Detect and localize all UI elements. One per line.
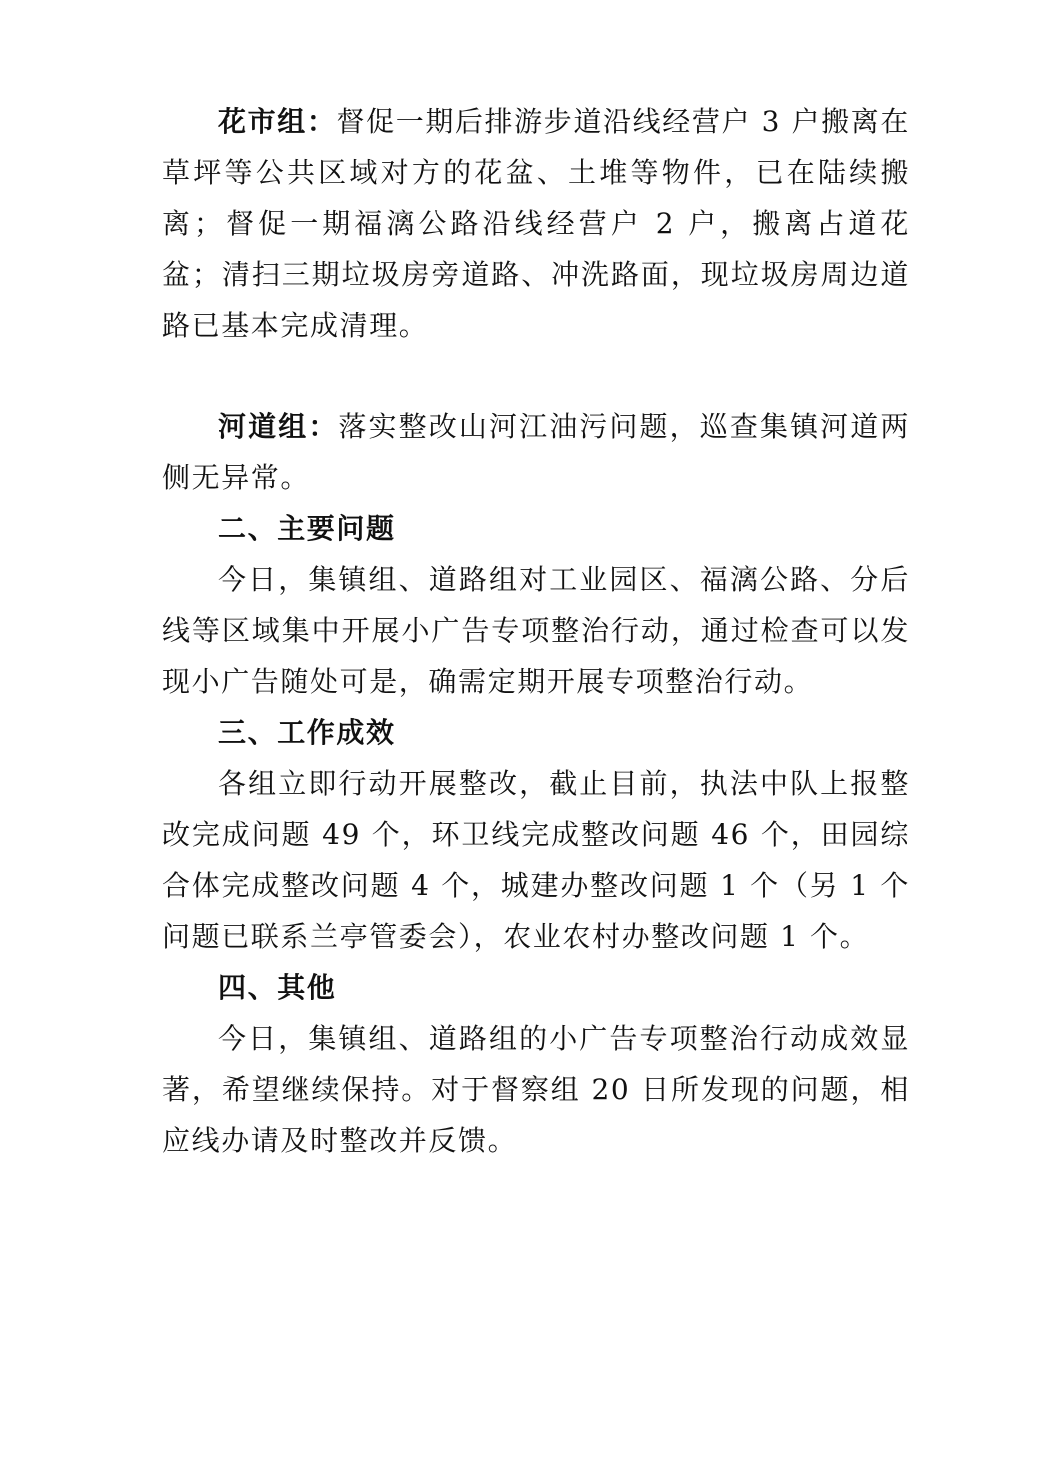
- paragraph-huashi-group: [162, 96, 910, 351]
- paragraph-lead-hedao: 河道组：: [218, 410, 339, 443]
- section-heading-work-results: 三、工作成效: [218, 716, 396, 749]
- paragraph-work-results: 各组立即行动开展整改，截止目前，执法中队上报整改完成问题 49 个，环卫线完成整改问题 46 个，田园综合体完成整改问题 4 个，城建办整改问题 1 个（另 1 个问题已联系兰亭管委会），农业农村办整改问题 1 个。: [162, 767, 910, 953]
- paragraph-main-issues: 今日，集镇组、道路组对工业园区、福漓公路、分后线等区域集中开展小广告专项整治行动，通过检查可以发现小广告随处可是，确需定期开展专项整治行动。: [162, 563, 910, 698]
- section-heading-main-issues: 二、主要问题: [218, 512, 396, 545]
- paragraph-lead-huashi: 花市组：: [218, 105, 337, 138]
- paragraph-text-hedao: 落实整改山河江油污问题，巡查集镇河道两侧无异常。: [162, 410, 910, 494]
- document-page: [162, 96, 910, 1166]
- paragraph-other: 今日，集镇组、道路组的小广告专项整治行动成效显著，希望继续保持。对于督察组 20 日所发现的问题，相应线办请及时整改并反馈。: [162, 1022, 910, 1157]
- paragraph-hedao-group: [162, 401, 910, 503]
- paragraph-text-huashi: 督促一期后排游步道沿线经营户 3 户搬离在草坪等公共区域对方的花盆、土堆等物件，已在陆续搬离；督促一期福漓公路沿线经营户 2 户，搬离占道花盆；清扫三期垃圾房旁道路、冲洗路面，现垃圾房周边道路已基本完成清理。: [162, 105, 910, 342]
- section-heading-other: 四、其他: [218, 971, 337, 1004]
